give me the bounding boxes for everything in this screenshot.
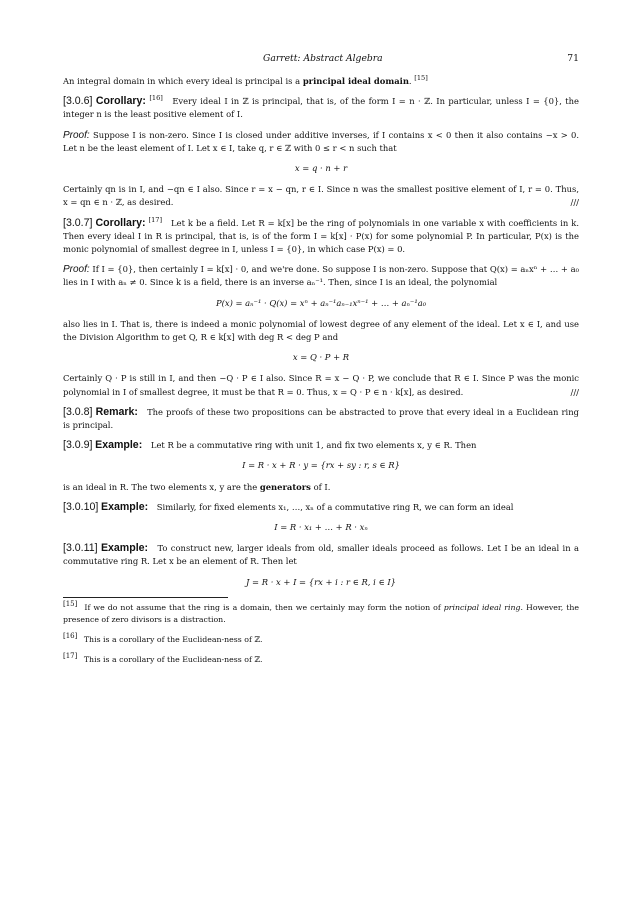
proof-1	[63, 129, 579, 155]
section-body: The proofs of these two propositions can be abstracted to prove that every ideal in a Euclidean ring is principal.	[63, 406, 579, 431]
page-number: 71	[567, 53, 579, 64]
section-kind: Remark:	[95, 405, 138, 418]
display-equation: I = R · x + R · y = {rx + sy : r, s ∈ R}	[242, 460, 400, 471]
proof-2	[63, 263, 579, 289]
section-body: Similarly, for fixed elements x₁, …, xₙ of a commutative ring R, we can form an ideal	[156, 501, 514, 512]
proof-1-continued	[63, 183, 579, 209]
footnote-text: If we do not assume that the ring is a domain, then we certainly may form the notion of	[84, 602, 441, 612]
remark-308	[63, 406, 579, 432]
section-body: Every ideal I in ℤ is principal, that is, of the form I = n · ℤ. In particular, unless I = {0}, the integer n is the least positive element of I.	[63, 96, 580, 120]
qed-mark: ///	[570, 386, 579, 397]
footnote-ref-17[interactable]: [17]	[148, 215, 163, 224]
footnote-ref-16[interactable]: [16]	[149, 94, 163, 103]
example-text: is an ideal in R. The two elements x, y are the	[63, 481, 258, 492]
footnote-text: This is a corollary of the Euclidean-ness of ℤ.	[83, 634, 263, 644]
intro-term: principal ideal domain	[302, 76, 409, 86]
qed-mark: ///	[570, 197, 579, 208]
proof-2-continued	[63, 318, 579, 344]
section-kind: Example:	[100, 542, 149, 555]
footnote-16	[63, 634, 579, 646]
section-body: To construct new, larger ideals from old, smaller ideals proceed as follows. Let I be an ideal in a commutative ring R. Let x be an element of R. Then let	[63, 543, 579, 567]
corollary-307	[63, 217, 579, 257]
page-body	[63, 75, 579, 674]
section-kind: Corollary:	[95, 95, 146, 108]
display-equation: x = Q · P + R	[292, 352, 350, 363]
running-header	[0, 53, 638, 67]
example-309	[63, 439, 579, 452]
section-body: Let R be a commutative ring with unit 1, and fix two elements x, y ∈ R. Then	[150, 440, 477, 451]
display-equation: I = R · x₁ + … + R · xₙ	[274, 522, 368, 533]
example-309-continued	[63, 481, 579, 494]
intro-paragraph	[63, 75, 579, 88]
footnote-divider	[63, 597, 228, 598]
proof-label: Proof:	[63, 129, 90, 141]
section-number: [3.0.8]	[63, 405, 93, 418]
example-3010	[63, 501, 579, 514]
display-equation: J = R · x + I = {rx + i : r ∈ R, i ∈ I}	[246, 576, 396, 587]
intro-end: .	[408, 76, 412, 86]
section-kind: Corollary:	[95, 216, 146, 229]
intro-text: An integral domain in which every ideal is principal is a	[63, 76, 301, 86]
proof-text: Certainly qn is in I, and −qn ∈ I also. Since r = x − qn, r ∈ I. Since n was the smallest positive element of I, r = 0. Thus, x = qn ∈ n · ℤ, as desired.	[63, 184, 579, 208]
corollary-306	[63, 95, 579, 121]
proof-label: Proof:	[63, 264, 90, 276]
section-number: [3.0.9]	[63, 439, 93, 452]
footnote-mark: [15]	[63, 600, 78, 609]
section-body: Let k be a field. Let R = k[x] be the ring of polynomials in one variable x with coefficients in k. Then every ideal I in R is principal, that is, is of the form I = k[x] · P(x) for some polynomial P. In particular, P(x) is the monic polynomial of smallest degree in I, unless I = {0}, in which case P(x) = 0.	[63, 217, 580, 255]
footnote-ref-15[interactable]: [15]	[414, 74, 428, 83]
section-kind: Example:	[95, 439, 143, 452]
footnote-mark: [17]	[63, 652, 78, 661]
footnote-text: This is a corollary of the Euclidean-ness of ℤ.	[83, 654, 263, 664]
display-equation: P(x) = aₙ⁻¹ · Q(x) = xⁿ + aₙ⁻¹aₙ₋₁xⁿ⁻¹ + … + aₙ⁻¹a₀	[215, 297, 427, 308]
section-number: [3.0.10]	[63, 500, 99, 513]
footnote-text-end: . However, the presence of zero divisors is a distraction.	[63, 602, 579, 624]
footnote-17	[63, 654, 579, 666]
running-title: Garrett: Abstract Algebra	[263, 53, 383, 64]
proof-text: also lies in I. That is, there is indeed a monic polynomial of lowest degree of any element of the ideal. Let x ∈ I, and use the Division Algorithm to get Q, R ∈ k[x] with deg R < deg P and	[63, 318, 579, 343]
proof-2-conclusion	[63, 372, 579, 398]
section-number: [3.0.6]	[63, 95, 93, 108]
footnote-15	[63, 602, 579, 626]
generators-term: generators	[259, 481, 311, 492]
display-equation: x = q · n + r	[294, 163, 348, 174]
proof-body: Suppose I is non-zero. Since I is closed under additive inverses, if I contains x < 0 then it also contains −x > 0. Let n be the least element of I. Let x ∈ I, take q, r ∈ ℤ with 0 ≤ r < n such that	[63, 129, 579, 153]
section-number: [3.0.11]	[63, 542, 98, 555]
example-3011	[63, 542, 579, 568]
example-text-end: of I.	[313, 481, 331, 492]
section-kind: Example:	[101, 500, 149, 513]
footnote-term: principal ideal ring	[443, 602, 521, 612]
proof-text: Certainly Q · P is still in I, and then −Q · P ∈ I also. Since R = x − Q · P, we conclude that R ∈ I. Since P was the monic polynomial in I of smallest degree, it must be that R = 0. Thus, x = Q · P ∈ n · k[x], as desired.	[63, 373, 579, 397]
section-number: [3.0.7]	[63, 216, 93, 229]
proof-body: If I = {0}, then certainly I = k[x] · 0, and we're done. So suppose I is non-zero. Suppose that Q(x) = aₙxⁿ + … + a₀ lies in I with aₙ ≠ 0. Since k is a field, there is an inverse aₙ⁻¹. Then, since I is an ideal, the polynomial	[63, 264, 579, 288]
footnote-mark: [16]	[63, 632, 78, 641]
